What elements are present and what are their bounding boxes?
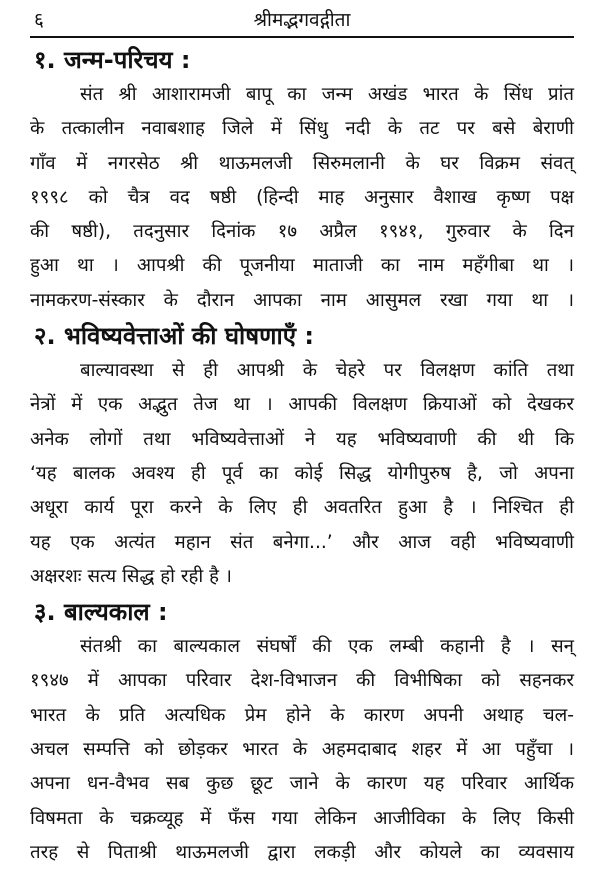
text-line: हुआ था । आपश्री की पूजनीया माताजी का नाम महँगीबा था । [30, 255, 574, 277]
text-line: अचल सम्पत्ति को छोड़कर भारत के अहमदाबाद शहर में आ पहुँचा । [30, 739, 574, 761]
text-line: यह एक अत्यंत महान संत बनेगा...’ और आज वही भविष्यवाणी [30, 531, 574, 553]
text-line: नेत्रों में एक अद्भुत तेज था । आपकी विलक्षण क्रियाओं को देखकर [30, 394, 574, 416]
text-line: अधूरा कार्य पूरा करने के लिए ही अवतरित हुआ है । निश्चित ही [30, 497, 574, 519]
section-heading-balyakal: ३. बाल्यकाल : [34, 598, 168, 627]
section-heading-bhavishyavetta: २. भविष्यवेत्ताओं की घोषणाएँ : [34, 322, 314, 351]
section-paragraph-janm-parichay [30, 78, 574, 318]
page-number: ६ [34, 9, 44, 31]
text-line: १९९८ को चैत्र वद षष्ठी (हिन्दी माह अनुसार वैशाख कृष्ण पक्ष [30, 186, 574, 208]
text-line: विषमता के चक्रव्यूह में फँस गया लेकिन आजीविका के लिए किसी [30, 807, 574, 829]
text-line: अपना धन-वैभव सब कुछ छूट जाने के कारण यह परिवार आर्थिक [30, 773, 574, 795]
text-line: बाल्यावस्था से ही आपश्री के चेहरे पर विलक्षण कांति तथा [80, 360, 574, 382]
text-line: संत श्री आशारामजी बापू का जन्म अखंड भारत के सिंध प्रांत [80, 84, 574, 105]
section-paragraph-bhavishyavetta [30, 354, 574, 594]
text-line: अक्षरशः सत्य सिद्ध हो रही है । [30, 565, 232, 587]
text-line: के तत्कालीन नवाबशाह जिले में सिंधु नदी के तट पर बसे बेराणी [30, 118, 574, 140]
text-line: भारत के प्रति अत्यधिक प्रेम होने के कारण अपनी अथाह चल- [30, 704, 574, 726]
section-paragraph-balyakal [30, 630, 574, 870]
text-line: १९४७ में आपका परिवार देश-विभाजन की विभीषिका को सहनकर [30, 670, 574, 692]
text-line: नामकरण-संस्कार के दौरान आपका नाम आसुमल रखा गया था । [30, 289, 574, 311]
text-line: अनेक लोगों तथा भविष्यवेत्ताओं ने यह भविष्यवाणी की थी कि [30, 428, 574, 450]
header-rule [30, 36, 574, 38]
text-line: संतश्री का बाल्यकाल संघर्षों की एक लम्बी कहानी है । सन् [80, 636, 574, 658]
text-line: की षष्ठी), तदनुसार दिनांक १७ अप्रैल १९४१, गुरुवार के दिन [30, 221, 574, 243]
text-line: गाँव में नगरसेठ श्री थाऊमलजी सिरुमलानी के घर विक्रम संवत् [30, 152, 574, 174]
section-heading-janm-parichay: १. जन्म-परिचय : [34, 46, 191, 74]
book-title: श्रीमद्भगवद्गीता [253, 9, 351, 31]
text-line: तरह से पिताश्री थाऊमलजी द्वारा लकड़ी और कोयले का व्यवसाय [30, 841, 574, 863]
running-header [30, 0, 574, 34]
text-line: ‘यह बालक अवश्य ही पूर्व का कोई सिद्ध योगीपुरुष है, जो अपना [30, 462, 574, 484]
page-content [30, 42, 574, 870]
